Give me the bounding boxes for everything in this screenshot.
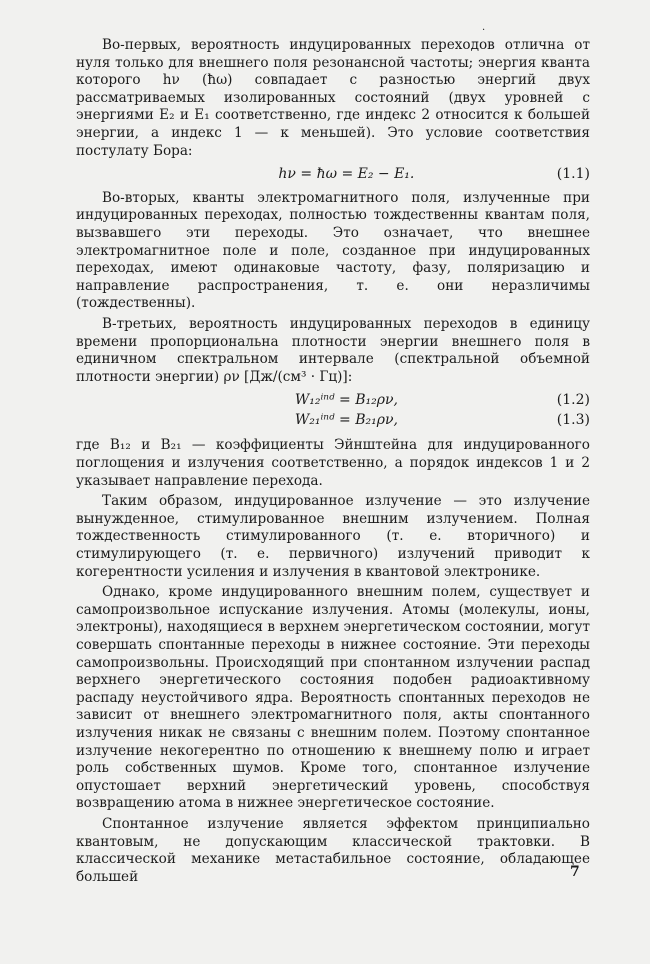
equation-1-1 <box>76 166 590 184</box>
equation-expr: hν = ħω = E₂ − E₁. <box>278 166 415 183</box>
equation-1-3 <box>76 412 590 430</box>
dot-mark: . <box>482 22 486 33</box>
equation-1-2 <box>76 392 590 410</box>
equation-number: (1.3) <box>556 411 590 428</box>
paragraph-1: Во-первых, вероятность индуцированных переходов отлична от нуля только для внешнего поля резонансной частоты; энергия кванта которого hν (ħω) совпадает с разностью энергий двух рассматриваемых изолированных состояний (двух уровней с энергиями E₂ и E₁ соответственно, где индекс 2 относится к большей энергии, а индекс 1 — к меньшей). Это условие соответствия постулату Бора: <box>76 37 590 159</box>
body-text <box>76 37 590 886</box>
paragraph-7: Спонтанное излучение является эффектом принципиально квантовым, не допускающим классической трактовки. В классической механике метастабильное состояние, обладающее большей <box>76 815 590 885</box>
paragraph-3: В-третьих, вероятность индуцированных переходов в единицу времени пропорциональна плотности энергии внешнего поля в единичном спектральном интервале (спектральной объемной плотности энергии) ρν [Дж/(см³ · Гц)]: <box>76 315 590 385</box>
equation-group <box>76 392 590 429</box>
paragraph-6: Однако, кроме индуцированного внешним полем, существует и самопроизвольное испускание излучения. Атомы (молекулы, ионы, электроны), находящиеся в верхнем энергетическом состоянии, могут совершать спонтанные переходы в нижнее состояние. Эти переходы самопроизвольны. Происходящий при спонтанном излучении распад верхнего энергетического состояния подобен радиоактивному распаду неустойчивого ядра. Вероятность спонтанных переходов не зависит от внешнего электромагнитного поля, акты спонтанного излучения никак не связаны с внешним полем. Поэтому спонтанное излучение некогерентно по отношению к внешнему полю и играет роль собственных шумов. Кроме того, спонтанное излучение опустошает верхний энергетический уровень, способствуя возвращению атома в нижнее энергетическое состояние. <box>76 584 590 812</box>
page-number: 7 <box>570 864 580 880</box>
equation-number: (1.2) <box>556 392 590 409</box>
paragraph-2: Во-вторых, кванты электромагнитного поля, излученные при индуцированных переходах, полностью тождественны квантам поля, вызвавшего эти переходы. Это означает, что внешнее электромагнитное поле и поле, созданное при индуцированных переходах, имеют одинаковые частоту, фазу, поляризацию и направление распространения, т. е. они неразличимы (тождественны). <box>76 189 590 312</box>
paragraph-5: Таким образом, индуцированное излучение — это излучение вынужденное, стимулированное внешним излучением. Полная тождественность стимулированного (т. е. вторичного) и стимулирующего (т. е. первичного) излучений приводит к когерентности усиления и излучения в квантовой электронике. <box>76 493 590 580</box>
paragraph-4: где B₁₂ и B₂₁ — коэффициенты Эйнштейна для индуцированного поглощения и излучения соответственно, а порядок индексов 1 и 2 указывает направление перехода. <box>76 437 590 489</box>
equation-expr: W₁₂ⁱⁿᵈ = B₁₂ρν, <box>294 392 398 409</box>
equation-expr: W₂₁ⁱⁿᵈ = B₂₁ρν, <box>294 411 398 428</box>
equation-number: (1.1) <box>556 166 590 183</box>
